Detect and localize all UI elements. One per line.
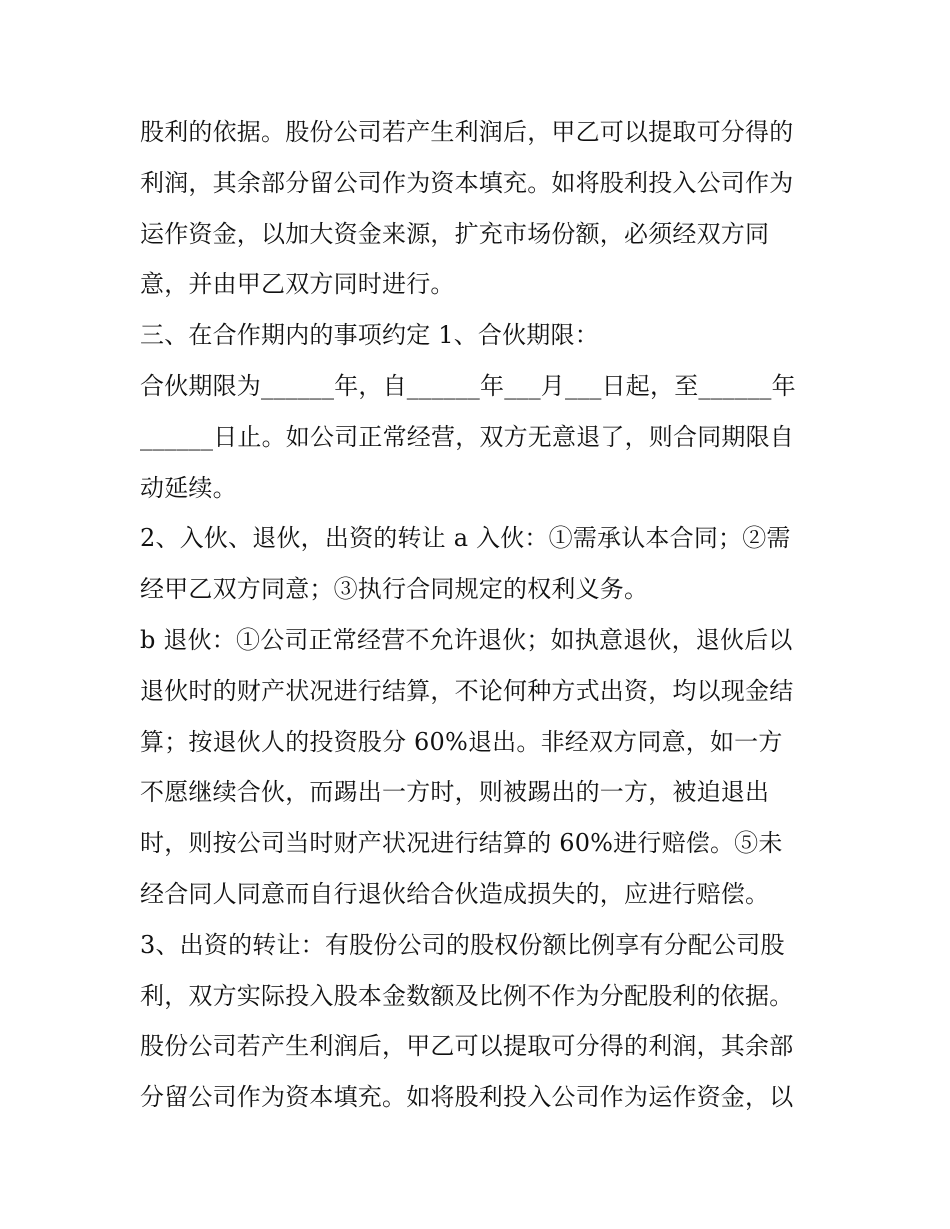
text-line: 2、入伙、退伙，出资的转让 a 入伙：①需承认本合同；②需 [140, 524, 791, 553]
text-line: 分留公司作为资本填充。如将股利投入公司作为运作资金，以 [140, 1083, 794, 1112]
text-line: 合伙期限为______年，自______年___月___日起，至______年 [140, 371, 796, 400]
text-line: 经合同人同意而自行退伙给合伙造成损失的，应进行赔偿。 [140, 879, 770, 908]
text-line: 股份公司若产生利润后，甲乙可以提取可分得的利润，其余部 [140, 1032, 794, 1061]
text-line: 意，并由甲乙双方同时进行。 [140, 270, 455, 299]
text-line: 不愿继续合伙，而踢出一方时，则被踢出的一方，被迫退出 [140, 778, 770, 807]
text-line: 算；按退伙人的投资股分 60%退出。非经双方同意，如一方 [140, 727, 783, 756]
text-line: 动延续。 [140, 473, 237, 502]
text-line: 3、出资的转让：有股份公司的股权份额比例享有分配公司股 [140, 930, 785, 959]
text-line: b 退伙：①公司正常经营不允许退伙；如执意退伙，退伙后以 [140, 625, 793, 654]
document-body [140, 107, 820, 1123]
text-line: ______日止。如公司正常经营，双方无意退了，则合同期限自 [140, 422, 794, 451]
text-line: 利，双方实际投入股本金数额及比例不作为分配股利的依据。 [140, 981, 794, 1010]
text-line: 利润，其余部分留公司作为资本填充。如将股利投入公司作为 [140, 168, 794, 197]
text-line: 股利的依据。股份公司若产生利润后，甲乙可以提取可分得的 [140, 118, 794, 146]
text-line: 运作资金，以加大资金来源，扩充市场份额，必须经双方同 [140, 219, 770, 248]
section-heading-line: 三、在合作期内的事项约定 1、合伙期限： [140, 321, 599, 350]
text-line: 退伙时的财产状况进行结算，不论何种方式出资，均以现金结 [140, 676, 794, 705]
text-line: 时，则按公司当时财产状况进行结算的 60%进行赔偿。⑤未 [140, 829, 783, 858]
text-line: 经甲乙双方同意；③执行合同规定的权利义务。 [140, 575, 649, 604]
